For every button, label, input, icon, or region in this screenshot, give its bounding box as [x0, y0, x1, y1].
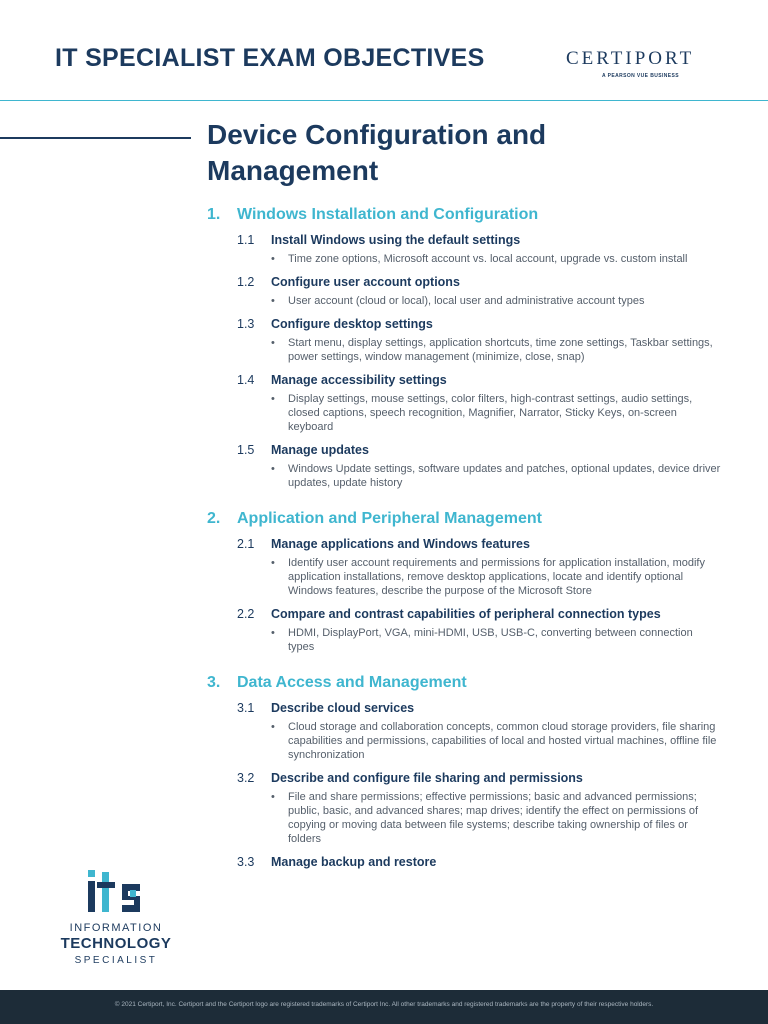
objective-title: Manage applications and Windows features — [271, 537, 530, 551]
section-title: Data Access and Management — [237, 674, 467, 691]
section-title: Application and Peripheral Management — [237, 510, 542, 527]
section-number: 3. — [207, 674, 221, 691]
objective-number: 3.2 — [237, 771, 255, 785]
its-line-specialist: SPECIALIST — [74, 955, 158, 966]
title-rule — [0, 137, 191, 139]
bullet-dot-icon: • — [271, 295, 275, 307]
its-line-information: INFORMATION — [69, 922, 163, 934]
page-header — [0, 0, 768, 101]
section-heading — [207, 508, 727, 530]
section-data-access — [207, 672, 727, 870]
section-application-peripheral — [207, 508, 727, 654]
objective-title: Compare and contrast capabilities of peripheral connection types — [271, 607, 661, 621]
bullet-text: File and share permissions; effective permissions; basic and advanced permissions; public, basic, and advanced shares; map drives; identify the effect on permissions of copying or moving data between file systems; describe taking ownership of files or folders — [288, 791, 699, 845]
objective-title: Describe cloud services — [271, 701, 415, 715]
section-heading — [207, 204, 727, 226]
bullet-dot-icon: • — [271, 463, 275, 475]
objective-bullet — [271, 294, 721, 308]
objective-item — [237, 232, 727, 266]
objective-item — [237, 606, 727, 654]
bullet-dot-icon: • — [271, 791, 275, 803]
bullet-dot-icon: • — [271, 721, 275, 733]
objective-title: Configure user account options — [271, 275, 460, 289]
objective-item — [237, 536, 727, 598]
bullet-text: Time zone options, Microsoft account vs. local account, upgrade vs. custom install — [288, 253, 688, 265]
objective-title: Configure desktop settings — [271, 317, 433, 331]
section-number: 2. — [207, 510, 221, 527]
objective-bullet — [271, 556, 721, 598]
bullet-text: Start menu, display settings, application shortcuts, time zone settings, Taskbar settings, power settings, window management (minimize, close, snap) — [288, 337, 713, 363]
objective-number: 3.3 — [237, 855, 255, 869]
brand-subtitle: A PEARSON VUE BUSINESS — [602, 73, 679, 79]
objective-title: Manage accessibility settings — [271, 373, 447, 387]
bullet-text: User account (cloud or local), local user and administrative account types — [288, 295, 645, 307]
objective-item — [237, 442, 727, 490]
header-title: IT SPECIALIST EXAM OBJECTIVES — [55, 44, 485, 72]
objective-number: 1.4 — [237, 373, 255, 387]
bullet-dot-icon: • — [271, 337, 275, 349]
its-mark-icon — [86, 868, 150, 916]
bullet-text: Cloud storage and collaboration concepts, common cloud storage providers, file sharing capabilities and permissions, capabilities of local and hosted virtual machines, offline file synchronization — [288, 721, 717, 761]
objective-number: 1.1 — [237, 233, 255, 247]
objective-bullet — [271, 252, 721, 266]
objective-number: 3.1 — [237, 701, 255, 715]
objective-bullet — [271, 392, 721, 434]
objective-title: Install Windows using the default settings — [271, 233, 521, 247]
objective-bullet — [271, 336, 721, 364]
section-title: Windows Installation and Configuration — [237, 206, 539, 223]
its-logo — [54, 868, 178, 978]
bullet-dot-icon: • — [271, 393, 275, 405]
objective-item — [237, 770, 727, 846]
page-footer — [0, 990, 768, 1024]
section-number: 1. — [207, 206, 221, 223]
objective-number: 2.2 — [237, 607, 255, 621]
bullet-dot-icon: • — [271, 557, 275, 569]
objective-bullet — [271, 790, 721, 846]
document-title-line2: Management — [207, 155, 379, 186]
objective-title: Describe and configure file sharing and permissions — [271, 771, 583, 785]
bullet-dot-icon: • — [271, 253, 275, 265]
bullet-text: Windows Update settings, software updates and patches, optional updates, device driver updates, update history — [288, 463, 721, 489]
bullet-dot-icon: • — [271, 627, 275, 639]
document-title — [207, 117, 727, 189]
bullet-text: Identify user account requirements and permissions for application installation, modify application installations, remove desktop applications, locate and identify optional Windows features, describe the purpose of the Microsoft Store — [288, 557, 705, 597]
objective-bullet — [271, 462, 721, 490]
its-line-technology: TECHNOLOGY — [60, 935, 172, 952]
objective-item — [237, 372, 727, 434]
certiport-logo — [566, 48, 716, 82]
objective-title: Manage backup and restore — [271, 855, 437, 869]
objective-bullet — [271, 626, 721, 654]
footer-copyright: © 2021 Certiport, Inc. Certiport and the Certiport logo are registered trademarks of Certiport Inc. All other trademarks and registered trademarks are the property of their respective holders. — [114, 1001, 654, 1008]
objective-number: 1.5 — [237, 443, 255, 457]
objective-item — [237, 316, 727, 364]
objectives-list — [207, 204, 727, 878]
objective-number: 1.2 — [237, 275, 255, 289]
objective-item — [237, 274, 727, 308]
bullet-text: HDMI, DisplayPort, VGA, mini-HDMI, USB, USB-C, converting between connection types — [288, 627, 693, 653]
objective-item — [237, 854, 727, 870]
document-title-line1: Device Configuration and — [207, 119, 547, 150]
section-heading — [207, 672, 727, 694]
objective-number: 2.1 — [237, 537, 255, 551]
brand-name: CERTIPORT — [566, 48, 695, 69]
objective-title: Manage updates — [271, 443, 369, 457]
section-windows-installation — [207, 204, 727, 490]
objective-number: 1.3 — [237, 317, 255, 331]
objective-bullet — [271, 720, 721, 762]
bullet-text: Display settings, mouse settings, color filters, high-contrast settings, audio settings, closed captions, speech recognition, Magnifier, Narrator, Sticky Keys, on-screen keyboard — [288, 393, 693, 433]
objective-item — [237, 700, 727, 762]
